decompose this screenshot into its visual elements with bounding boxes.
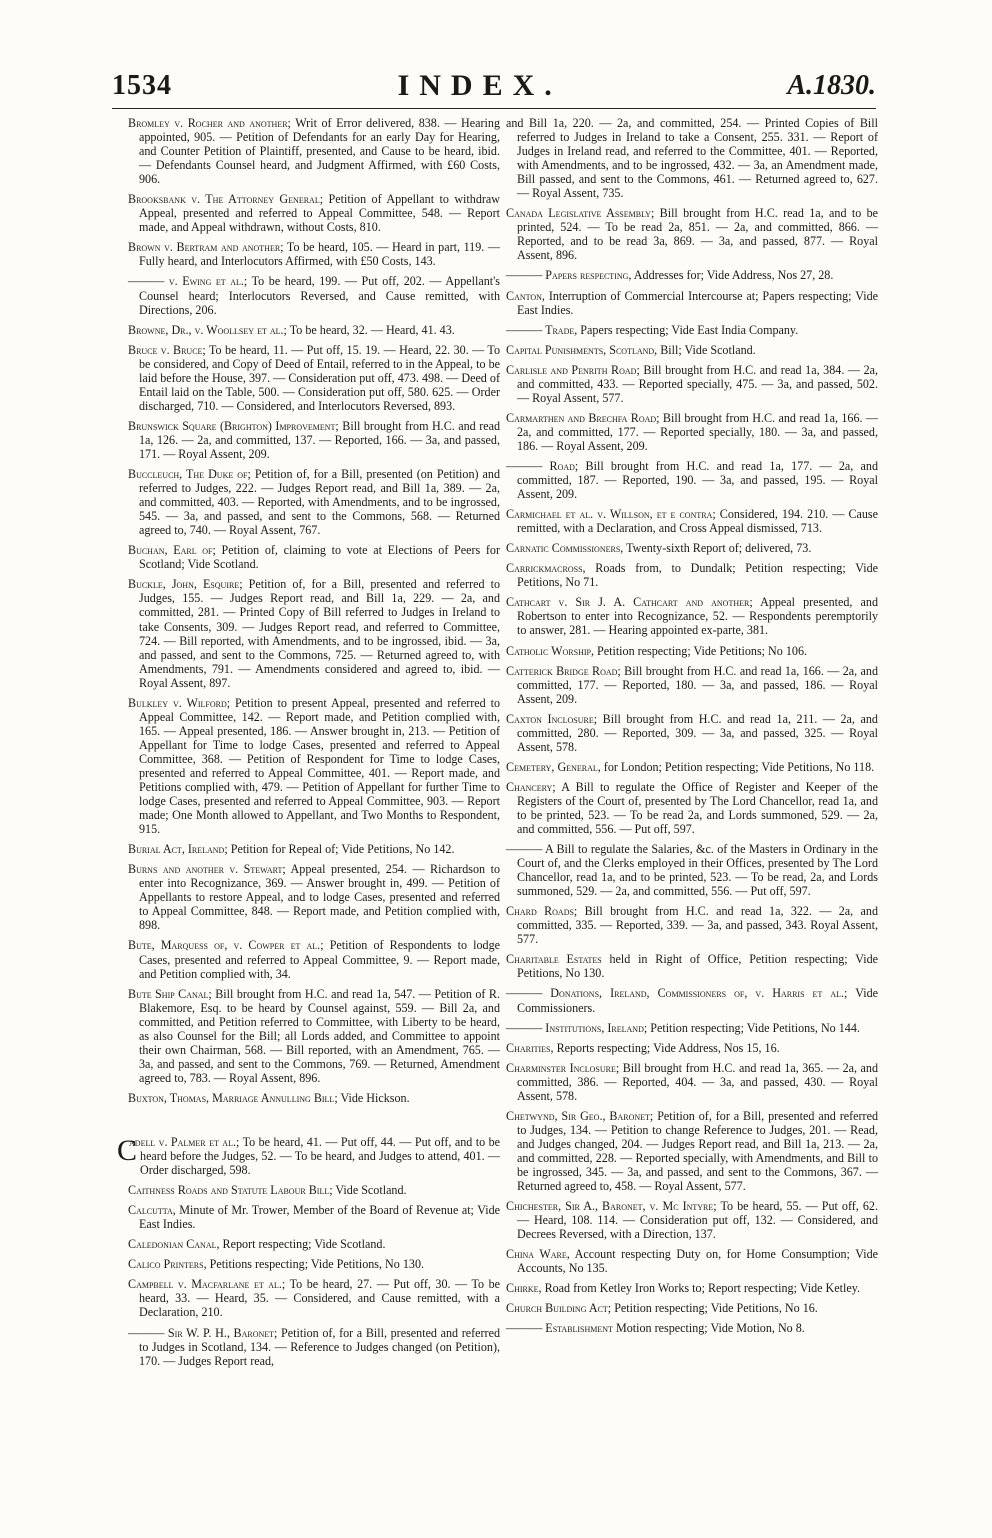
index-entry <box>128 192 500 234</box>
entry-text: Bill; Vide Scotland. <box>657 342 756 357</box>
index-entry <box>128 1203 500 1231</box>
entry-heading: Buckle, John, Esquire; <box>128 577 243 592</box>
index-entry <box>506 952 878 980</box>
entry-text: held in Right of Office, Petition respecting; Vide Petitions, No 130. <box>517 952 878 981</box>
entry-text: Appeal presented, 254. — Richardson to enter into Recognizance, 369. — Answer brought in, 499. — Petition of Appellants to restore Appeal, and to lodge Cases, presented and referred to Appeal Committee, 848. — Report made, and Petition complied with, 898. <box>139 862 500 933</box>
entry-text: Petition of Respondents to lodge Cases, presented and referred to Appeal Committee, 9. — Report made, and Petition complied with, 34. <box>139 938 500 981</box>
index-entry <box>117 1134 500 1178</box>
entry-heading: ——— Institutions, Ireland; <box>506 1020 648 1035</box>
page-number: 1534 <box>112 70 172 101</box>
entry-text: To be heard, 32. — Heard, 41. 43. <box>286 322 455 337</box>
entry-text: Reports respecting; Vide Address, Nos 15, 16. <box>553 1040 780 1055</box>
entry-heading: ——— Trade, <box>506 322 578 337</box>
index-entry <box>506 541 878 555</box>
entry-text: for London; Petition respecting; Vide Petitions, No 118. <box>600 759 875 774</box>
entry-text: Bill brought from H.C. and read 1a, 384. — 2a, and committed, 433. — Reported specially, 475. — 3a, and passed, 502. — Royal Assent, 577. <box>517 362 879 405</box>
index-entry <box>128 1257 500 1271</box>
entry-text: Bill brought from H.C. read 1a, and to be printed, 524. — To be read 2a, 851. — 2a, and committed, 866. — Reported, and to be read 3a, 869. — 3a, and passed, 877. — Royal Assent, 896. <box>517 206 878 263</box>
index-entry <box>506 1041 878 1055</box>
index-entry <box>128 696 500 836</box>
entry-heading: Brooksbank v. The Attorney General; <box>128 192 324 207</box>
entry-text: Bill brought from H.C. and read 1a, 166. — 2a, and committed, 177. — Reported specially, 180. — 3a, and passed, 186. — Royal Assent, 209. <box>517 410 878 453</box>
entry-heading: ——— Sir W. P. H., Baronet; <box>128 1325 278 1340</box>
entry-heading: Caledonian Canal, <box>128 1237 220 1252</box>
entry-heading: ——— Papers respecting, <box>506 268 632 283</box>
entry-heading: Carmarthen and Brechfa Road; <box>506 410 660 425</box>
index-entry <box>128 323 500 337</box>
entry-text: Motion respecting; Vide Motion, No 8. <box>612 1321 805 1336</box>
entry-heading: Caithness Roads and Statute Labour Bill; <box>128 1183 333 1198</box>
entry-text: Bill brought from H.C. and read 1a, 547. — Petition of R. Blakemore, Esq. to be heard by Counsel against, 559. — Bill 2a, and committed, and Petition referred to Committee, with Liberty to be heard, as also Counsel for the Bill; all Lords added, and Committee to appoint their own Chairman, 568. — Bill reported, with an Amendment, 765. — 3a, and passed, and sent to the Commons, 769. — Returned, Amendment agreed to, 783. — Royal Assent, 896. <box>139 986 500 1085</box>
entry-heading: Chancery; <box>506 779 556 794</box>
index-entry <box>506 289 878 317</box>
entry-heading: Charitable Estates <box>506 952 602 967</box>
entry-text: Papers respecting; Vide East India Company. <box>577 322 799 337</box>
entry-text: A Bill to regulate the Salaries, &c. of the Masters in Ordinary in the Court of, and the Clerks employed in their Offices, presented by The Lord Chancellor, read 1a, and to be printed, 523. — To be read, 2a, and Lords summoned, 529. — 2a, and committed, 556. — Put off, 597. <box>517 842 878 899</box>
entry-heading: Charminster Inclosure; <box>506 1060 620 1075</box>
entry-heading: Buxton, Thomas, Marriage Annulling Bill; <box>128 1090 338 1105</box>
entry-heading: ——— v. Ewing et al.; <box>128 274 248 289</box>
index-entry <box>506 1281 878 1295</box>
index-entry <box>506 1301 878 1315</box>
entry-heading: Caxton Inclosure; <box>506 711 598 726</box>
entry-text: Bill brought from H.C. and read 1a, 365. — 2a, and committed, 386. — Reported, 404. — 3a, and passed, 430. — Royal Assent, 578. <box>517 1060 878 1103</box>
entry-heading: Chard Roads; <box>506 904 578 919</box>
page-year: A.1830. <box>787 70 876 101</box>
entry-text: To be heard, 199. — Put off, 202. — Appellant's Counsel heard; Interlocutors Reversed, and Cause remitted, with Directions, 206. <box>139 274 500 317</box>
entry-text: Appeal presented, and Robertson to enter into Recognizance, 52. — Respondents peremptorily to answer, 281. — Hearing appointed ex-parte, 381. <box>517 595 878 638</box>
index-entry <box>506 1247 878 1275</box>
entry-text: Petition for Repeal of; Vide Petitions, No 142. <box>227 842 455 857</box>
section-gap <box>128 1111 500 1135</box>
entry-text: Road from Ketley Iron Works to; Report respecting; Vide Ketley. <box>541 1281 861 1296</box>
index-entry <box>506 780 878 836</box>
index-entry <box>506 595 878 637</box>
entry-heading: Bulkley v. Wilford; <box>128 695 231 710</box>
drop-cap: C <box>117 1134 138 1167</box>
index-entry <box>506 712 878 754</box>
entry-heading: ——— <box>506 842 543 857</box>
index-entry <box>506 459 878 501</box>
index-entry <box>506 1061 878 1103</box>
entry-text: Bill brought from H.C. and read 1a, 211. — 2a, and committed, 280. — Reported, 309. — 3a, and passed, 325. — Royal Assent, 578. <box>517 711 878 754</box>
entry-text: To be heard, 11. — Put off, 15. 19. — Heard, 22. 30. — To be considered, and Copy of Deed of Entail, referred to in the Appeal, to be laid before the House, 397. — Consideration put off, 473. 498. — Deed of Entail laid on the Table, 500. — Consideration put off, 580. 625. — Order discharged, 710. — Considered, and Interlocutors Reversed, 893. <box>139 342 500 413</box>
entry-text: Bill brought from H.C. and read 1a, 126. — 2a, and committed, 137. — Reported, 166. — 3a, and passed, 171. — Royal Assent, 209. <box>139 418 500 461</box>
entry-text: Petition to present Appeal, presented and referred to Appeal Committee, 142. — Report made, and Petition complied with, 165. — Appeal presented, 186. — Answer brought in, 213. — Petition of Appellant for Time to lodge Cases, presented and referred to Appeal Committee, 368. — Petition of Respondent for Time to lodge Cases, presented and referred to Appeal Committee, 401. — Report made, and Petitions complied with, 479. — Petition of Appellant for further Time to lodge Cases, presented and referred to Appeal Committee, 903. — Report made; One Month allowed to Appellant, and Two Months to Respondent, 915. <box>139 695 500 837</box>
entry-heading: Chirke, <box>506 1281 542 1296</box>
index-entry <box>506 206 878 262</box>
entry-text: To be heard, 105. — Heard in part, 119. — Fully heard, and Interlocutors Affirmed, with £50 Costs, 143. <box>139 240 500 269</box>
entry-text: Bill brought from H.C. and read 1a, 166. — 2a, and committed, 177. — Reported, 180. — 3a, and passed, 186. — Royal Assent, 209. <box>517 663 879 706</box>
entry-text: Bill brought from H.C. and read 1a, 322. — 2a, and committed, 335. — Reported, 339. — 3a, and passed, 343. Royal Assent, 577. <box>517 904 878 947</box>
index-entry <box>128 1091 500 1105</box>
index-entry <box>506 1321 878 1335</box>
index-entry <box>506 268 878 282</box>
index-entry <box>506 323 878 337</box>
entry-heading: Carnatic Commissioners, <box>506 541 624 556</box>
index-entry <box>506 1199 878 1241</box>
entry-text: Petition of, for a Bill, presented and referred to Judges, 155. — Judges Report read, and Bill 1a, 229. — 2a, and committed, 281. — Printed Copy of Bill referred to Judges in Ireland to take Consents, 309. — Judges Report read, and referred to Committee, 724. — Bill reported, with Amendments, and to be ingrossed, ibid. — 3a, and passed, and sent to the Commons, 725. — Returned agreed to, with Amendments, 791. — Amendments considered and agreed to, ibid. — Royal Assent, 897. <box>139 577 500 690</box>
index-entry <box>506 507 878 535</box>
index-entry <box>506 644 878 658</box>
page-title: INDEX. <box>397 69 562 102</box>
index-entry <box>128 577 500 689</box>
entry-heading: Browne, Dr., v. Woollsey et al.; <box>128 322 287 337</box>
entry-text: Vide Scotland. <box>332 1183 407 1198</box>
index-entry <box>128 274 500 316</box>
index-entry <box>128 1326 500 1368</box>
entry-text: Petition of, claiming to vote at Elections of Peers for Scotland; Vide Scotland. <box>139 543 501 572</box>
entry-heading: Capital Punishments, Scotland, <box>506 342 658 357</box>
index-entry <box>506 842 878 898</box>
entry-text: Vide Commissioners. <box>517 986 878 1015</box>
index-entry <box>506 986 878 1014</box>
entry-text: Roads from, to Dundalk; Petition respecting; Vide Petitions, No 71. <box>517 561 878 590</box>
index-entry <box>128 938 500 980</box>
entry-heading: Bromley v. Rocher and another; <box>128 116 291 130</box>
entry-text: Vide Hickson. <box>337 1090 410 1105</box>
index-entry <box>128 240 500 268</box>
entry-text: Addresses for; Vide Address, Nos 27, 28. <box>631 268 834 283</box>
index-entry <box>128 842 500 856</box>
index-entry <box>128 987 500 1085</box>
entry-text: Petition respecting; Vide Petitions, No 144. <box>647 1020 860 1035</box>
entry-text: Petition of, for a Bill, presented and referred to Judges in Scotland, 134. — Reference to Judges changed (on Petition), 170. — Judges Report read, <box>139 1325 500 1368</box>
entry-heading: Chichester, Sir A., Baronet, v. Mc Intyre; <box>506 1199 717 1214</box>
index-entry <box>506 363 878 405</box>
index-entry <box>506 664 878 706</box>
entry-heading: Canada Legislative Assembly; <box>506 206 655 221</box>
entry-heading: Chetwynd, Sir Geo., Baronet; <box>506 1108 654 1123</box>
index-entry <box>128 1277 500 1319</box>
index-entry <box>128 862 500 932</box>
entry-heading: Cathcart v. Sir J. A. Cathcart and another; <box>506 595 753 610</box>
entry-heading: adell v. Palmer et al.; <box>129 1135 240 1149</box>
left-column <box>117 116 501 1374</box>
index-entry <box>506 411 878 453</box>
entry-heading: Catholic Worship, <box>506 643 594 658</box>
entry-heading: Burns and another v. Stewart; <box>128 862 286 877</box>
entry-heading: Carrickmacross, <box>506 561 586 576</box>
index-entry <box>506 760 878 774</box>
index-entry <box>128 1183 500 1197</box>
index-entry <box>506 1109 878 1193</box>
entry-heading: Buccleuch, The Duke of; <box>128 467 251 482</box>
entry-heading: Bute, Marquess of, v. Cowper et al.; <box>128 938 324 953</box>
entry-text: Considered, 194. 210. — Cause remitted, with a Declaration, and Cross Appeal dismissed, 713. <box>517 507 879 536</box>
entry-text: Petitions respecting; Vide Petitions, No 130. <box>206 1257 425 1272</box>
entry-heading: ——— Establishment <box>506 1321 613 1336</box>
entry-text: and Bill 1a, 220. — 2a, and committed, 254. — Printed Copies of Bill referred to Judges in Ireland to take a Consent, 255. 331. — Report of Judges in Ireland read, and referred to the Committee, 401. — Reported, with Amendments, and to be ingrossed, 432. — 3a, an Amendment made, Bill passed, and sent to the Commons, 461. — Returned agreed to, 627. — Royal Assent, 735. <box>506 116 878 201</box>
entry-text: Minute of Mr. Trower, Member of the Board of Revenue at; Vide East Indies. <box>139 1203 500 1232</box>
entry-heading: Calico Printers, <box>128 1257 207 1272</box>
index-entry <box>506 116 878 200</box>
entry-heading: Brunswick Square (Brighton) Improvement; <box>128 418 339 433</box>
entry-text: Petition of, for a Bill, presented (on Petition) and referred to Judges, 222. — Judges Report read, and Bill 1a, 389. — 2a, and committed, 403. — Reported, with Amendments, and to be ingrossed, 545. — 3a, and passed, and sent to the Commons, 568. — Returned agreed to, 740. — Royal Assent, 767. <box>139 467 501 538</box>
entry-heading: Brown v. Bertram and another; <box>128 240 284 255</box>
entry-text: Petition respecting; Vide Petitions; No 106. <box>593 643 808 658</box>
entry-heading: Calcutta, <box>128 1203 176 1218</box>
right-column <box>506 116 878 1341</box>
index-entry <box>128 116 500 186</box>
entry-heading: Cemetery, General, <box>506 759 601 774</box>
entry-text: Report respecting; Vide Scotland. <box>219 1237 386 1252</box>
index-entry <box>506 561 878 589</box>
entry-text: Writ of Error delivered, 838. — Hearing appointed, 905. — Petition of Defendants for an early Day for Hearing, and Counter Petition of Plaintiff, presented, and Cause to be heard, ibid. — Defendants Counsel heard, and Judgment Affirmed, with £60 Costs, 906. <box>139 116 500 187</box>
entry-heading: ——— Road; <box>506 458 579 473</box>
index-entry <box>506 904 878 946</box>
entry-heading: Burial Act, Ireland; <box>128 842 228 857</box>
entry-heading: China Ware, <box>506 1247 570 1262</box>
entry-text: To be heard, 55. — Put off, 62. — Heard, 108. 114. — Consideration put off, 132. — Considered, and Decrees Reversed, with a Direction, 137. <box>517 1199 878 1242</box>
index-entry <box>128 467 500 537</box>
entry-text: Petition of, for a Bill, presented and referred to Judges, 134. — Petition to change Reference to Judges, 201. — Read, and Judges changed, 204. — Judges Report read, and Bill 1a, 213. — 2a, and committed, 228. — Reported specially, with Amendments, and Bill to be ingrossed, 345. — 3a, and passed, and sent to the Commons, 367. — Returned agreed to, 458. — Royal Assent, 577. <box>517 1108 878 1194</box>
entry-text: Account respecting Duty on, for Home Consumption; Vide Accounts, No 135. <box>517 1247 878 1276</box>
entry-heading: Canton, <box>506 288 545 303</box>
entry-heading: Carlisle and Penrith Road; <box>506 362 640 377</box>
index-entry <box>128 543 500 571</box>
index-entry <box>128 343 500 413</box>
index-entry <box>506 343 878 357</box>
entry-text: Bill brought from H.C. and read 1a, 177. — 2a, and committed, 187. — Reported, 190. — 3a, and passed, 195. — Royal Assent, 209. <box>517 458 878 502</box>
entry-heading: Charities, <box>506 1040 554 1055</box>
entry-text: To be heard, 27. — Put off, 30. — To be heard, 33. — Heard, 35. — Considered, and Cause remitted, with a Declaration, 210. <box>139 1277 500 1320</box>
entry-heading: Carmichael et al. v. Willson, et e contra; <box>506 507 716 522</box>
entry-text: To be heard, 41. — Put off, 44. — Put off, and to be heard before the Judges, 52. — To be heard, and Judges to attend, 401. — Order discharged, 598. <box>140 1135 500 1178</box>
index-entry <box>128 419 500 461</box>
entry-heading: Buchan, Earl of; <box>128 543 216 558</box>
index-entry <box>506 1021 878 1035</box>
index-entry <box>128 1237 500 1251</box>
entry-heading: Bute Ship Canal; <box>128 986 212 1001</box>
entry-text: Twenty-sixth Report of; delivered, 73. <box>623 541 812 556</box>
entry-heading: Catterick Bridge Road; <box>506 663 621 678</box>
page-header <box>112 64 876 109</box>
entry-heading: Campbell v. Macfarlane et al.; <box>128 1277 286 1292</box>
entry-heading: ——— Donations, Ireland, Commissioners of, v. Harris et al.; <box>506 986 848 1001</box>
entry-heading: Bruce v. Bruce; <box>128 342 206 357</box>
entry-text: Petition of Appellant to withdraw Appeal, presented and referred to Appeal Committee, 548. — Report made, and Appeal withdrawn, without Costs, 810. <box>139 192 500 235</box>
entry-heading: Church Building Act; <box>506 1301 612 1316</box>
entry-text: A Bill to regulate the Office of Register and Keeper of the Registers of the Court of, presented by The Lord Chancellor, read 1a, and to be printed, 523. — To be read 2a, and Lords summoned, 529. — 2a, and committed, 556. — Put off, 597. <box>517 779 878 837</box>
entry-text: Petition respecting; Vide Petitions, No 16. <box>611 1301 818 1316</box>
entry-text: Interruption of Commercial Intercourse at; Papers respecting; Vide East Indies. <box>517 288 878 317</box>
